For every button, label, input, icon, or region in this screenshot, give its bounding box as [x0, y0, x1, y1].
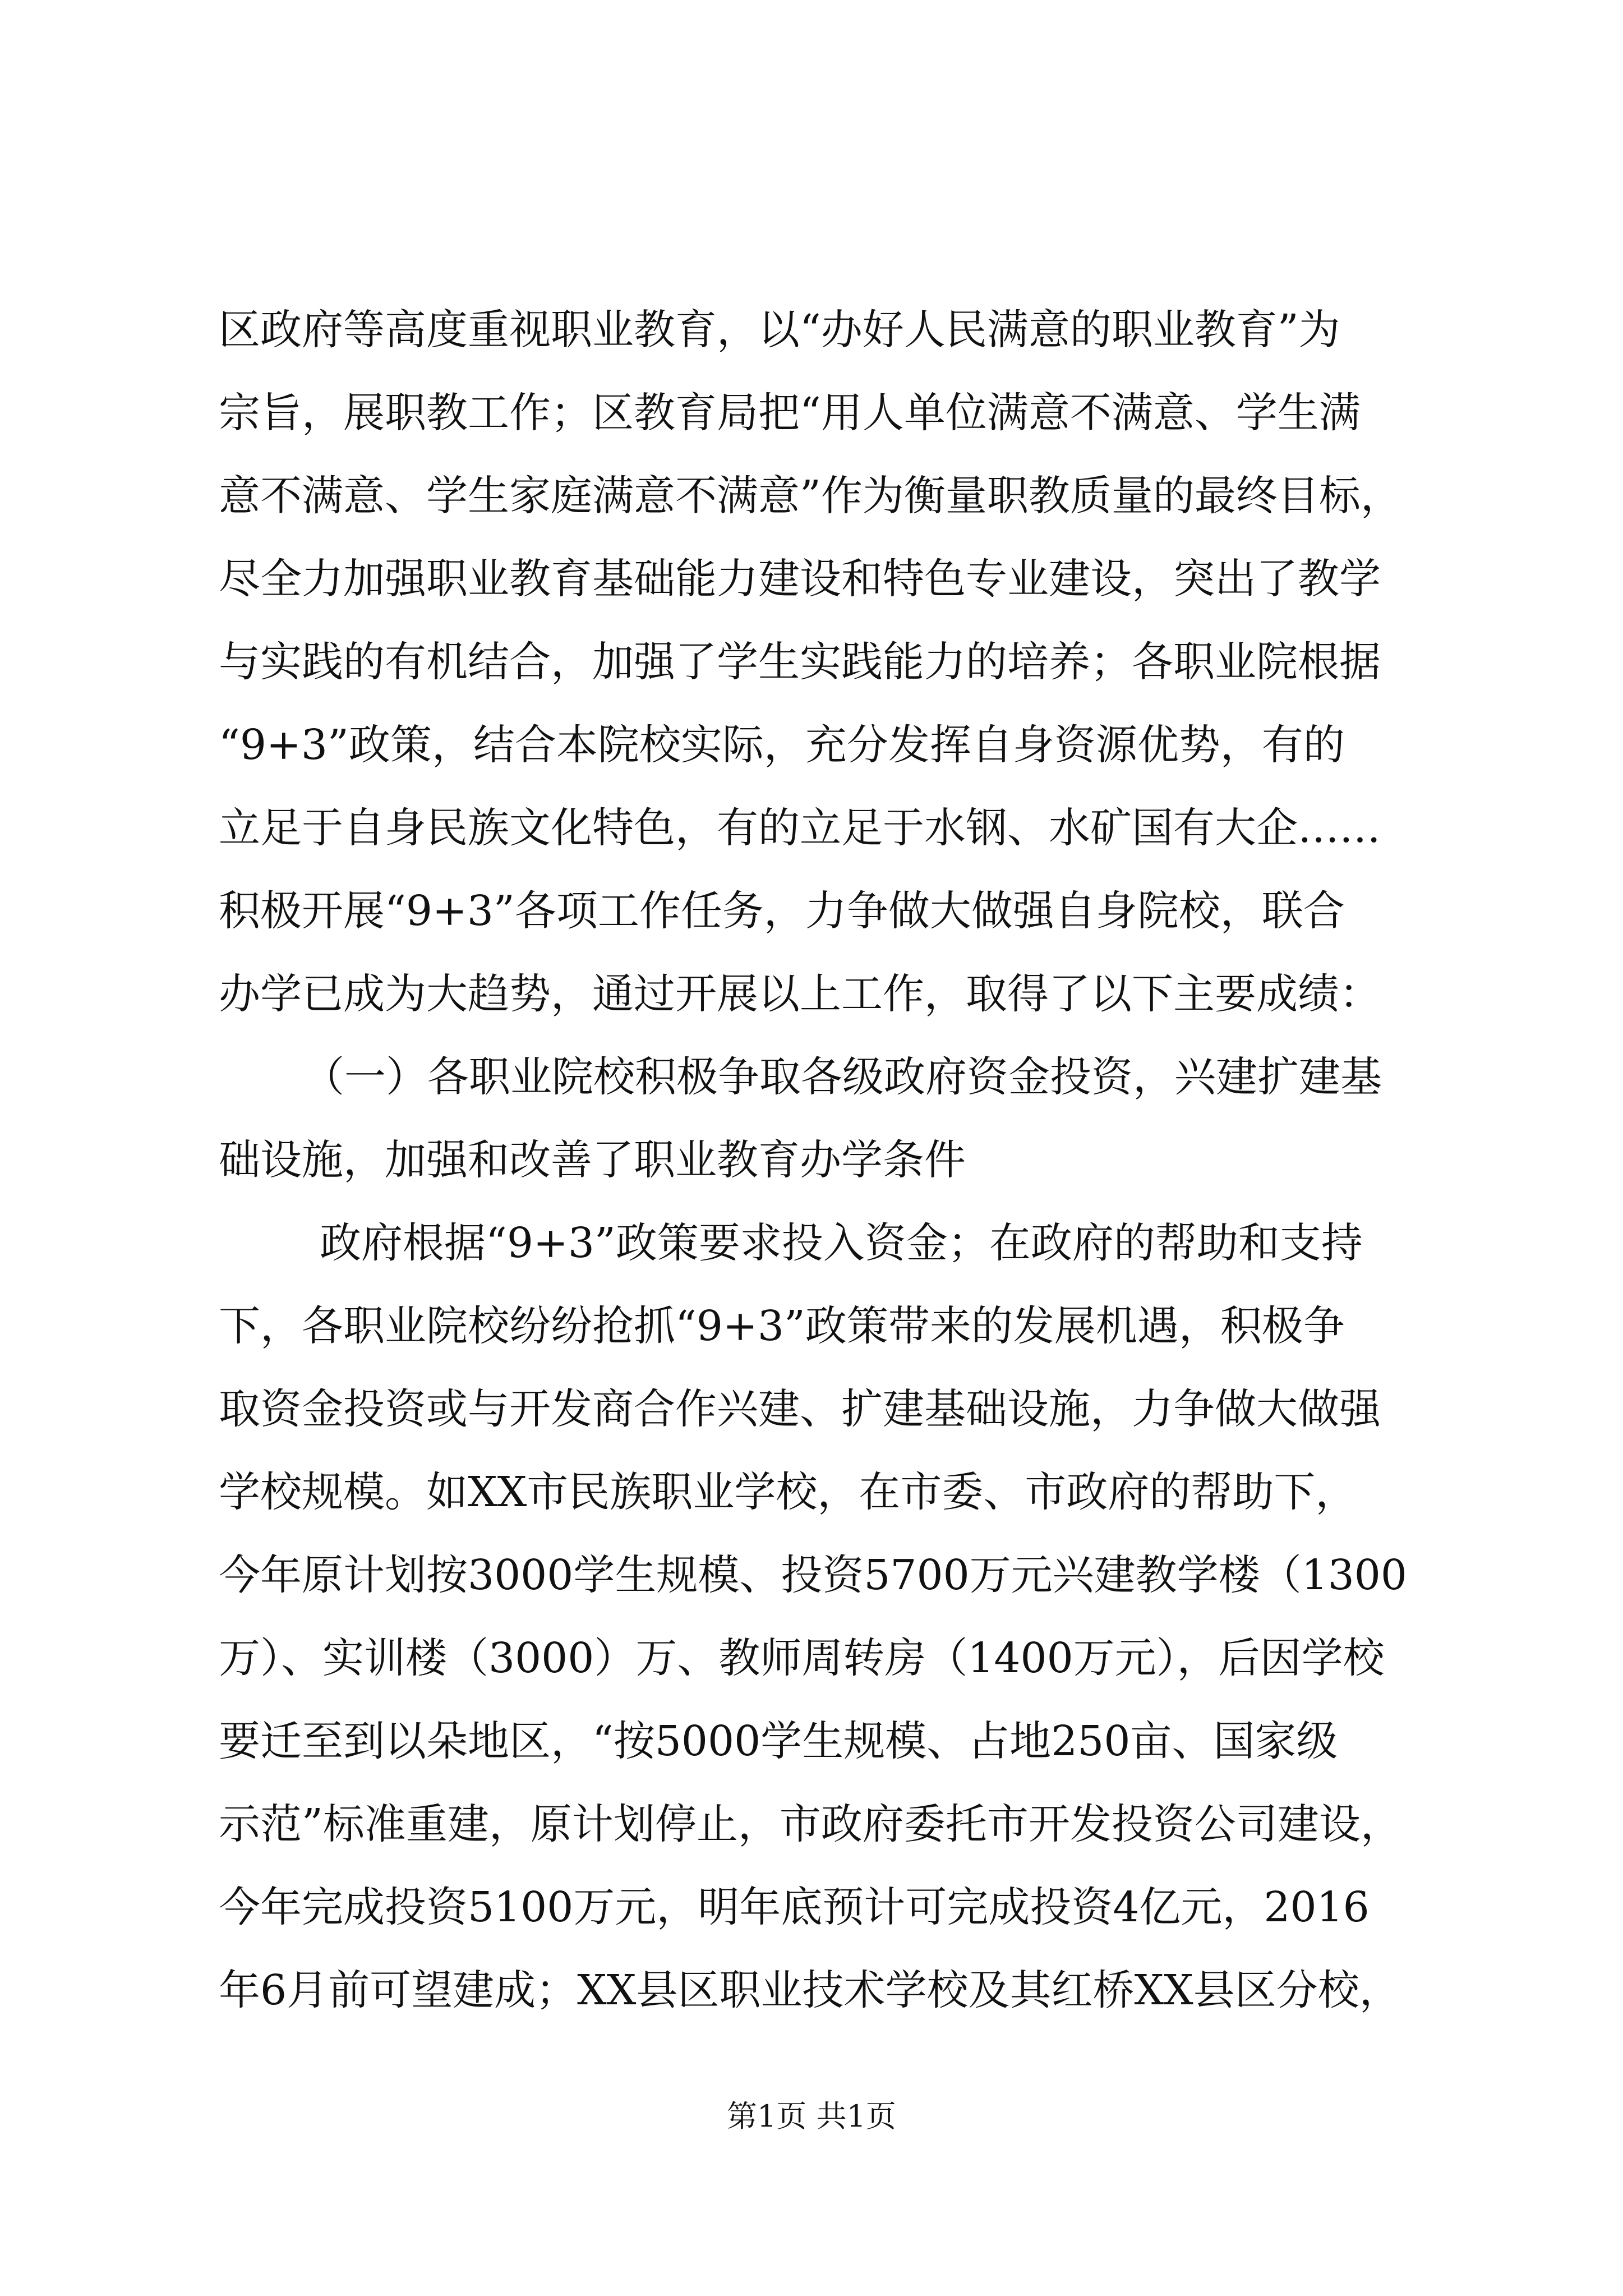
body-paragraph-line-4: 学校规模。如XX市民族职业学校，在市委、市政府的帮助下，	[219, 1468, 1357, 1516]
paragraph-line-3: 意不满意、学生家庭满意不满意”作为衡量职教质量的最终目标，	[219, 472, 1402, 520]
paragraph-line-6: “9+3”政策，结合本院校实际，充分发挥自身资源优势，有的	[219, 721, 1345, 769]
paragraph-line-9: 办学已成为大趋势，通过开展以上工作，取得了以下主要成绩：	[219, 970, 1381, 1018]
body-paragraph-line-6: 万）、实训楼（3000）万、教师周转房（1400万元），后因学校	[219, 1634, 1385, 1682]
paragraph-line-1: 区政府等高度重视职业教育，以“办好人民满意的职业教育”为	[219, 306, 1340, 354]
section-heading-line-1: （一）各职业院校积极争取各级政府资金投资，兴建扩建基	[303, 1053, 1382, 1101]
paragraph-line-5: 与实践的有机结合，加强了学生实践能力的培养；各职业院根据	[219, 638, 1381, 686]
paragraph-line-8: 积极开展“9+3”各项工作任务，力争做大做强自身院校，联合	[219, 887, 1345, 935]
body-paragraph-line-7: 要迁至到以朵地区，“按5000学生规模、占地250亩、国家级	[219, 1717, 1338, 1765]
body-paragraph-line-9: 今年完成投资5100万元，明年底预计可完成投资4亿元，2016	[219, 1883, 1370, 1931]
paragraph-line-2: 宗旨，展职教工作；区教育局把“用人单位满意不满意、学生满	[219, 389, 1361, 437]
body-paragraph-line-8: 示范”标准重建，原计划停止，市政府委托市开发投资公司建设，	[219, 1800, 1402, 1848]
body-paragraph-line-1: 政府根据“9+3”政策要求投入资金；在政府的帮助和支持	[320, 1219, 1363, 1267]
body-paragraph-line-2: 下，各职业院校纷纷抢抓“9+3”政策带来的发展机遇，积极争	[219, 1302, 1345, 1350]
section-heading-line-2: 础设施，加强和改善了职业教育办学条件	[219, 1136, 966, 1184]
page-number-footer: 第1页 共1页	[727, 2099, 896, 2134]
paragraph-line-7: 立足于自身民族文化特色，有的立足于水钢、水矿国有大企……	[219, 804, 1381, 852]
body-paragraph-line-3: 取资金投资或与开发商合作兴建、扩建基础设施，力争做大做强	[219, 1385, 1381, 1433]
paragraph-line-4: 尽全力加强职业教育基础能力建设和特色专业建设，突出了教学	[219, 555, 1381, 603]
body-paragraph-line-5: 今年原计划按3000学生规模、投资5700万元兴建教学楼（1300	[219, 1551, 1407, 1599]
body-paragraph-line-10: 年6月前可望建成；XX县区职业技术学校及其红桥XX县区分校，	[219, 1966, 1401, 2014]
